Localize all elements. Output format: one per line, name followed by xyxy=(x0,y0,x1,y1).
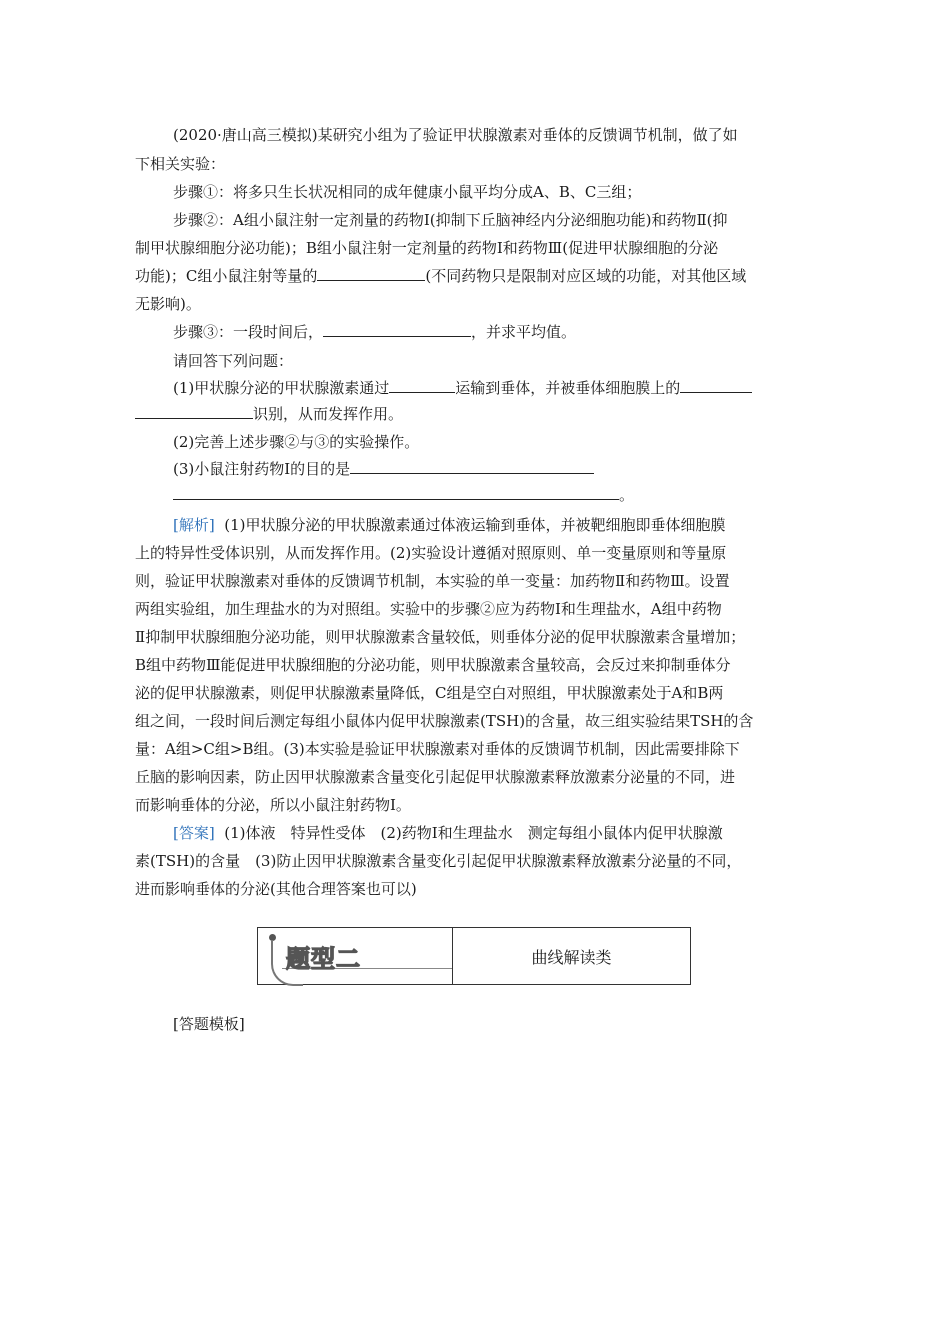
analysis-line-4: 两组实验组，加生理盐水的为对照组。实验中的步骤②应为药物Ⅰ和生理盐水，A组中药物 xyxy=(135,600,722,618)
analysis-line-11: 而影响垂体的分泌，所以小鼠注射药物Ⅰ。 xyxy=(135,796,411,814)
analysis-tag: [解析] xyxy=(173,516,215,534)
analysis-text: (1)甲状腺分泌的甲状腺激素通过体液运输到垂体，并被靶细胞即垂体细胞膜 xyxy=(224,516,726,534)
section-logo-text: 题型二 xyxy=(286,945,361,973)
answer-line-2: 素(TSH)的含量 (3)防止因甲状腺激素含量变化引起促甲状腺激素释放激素分泌量的不同， xyxy=(135,852,742,870)
sub-question-1-text-c: 识别，从而发挥作用。 xyxy=(253,405,404,423)
sub-question-3-text: (3)小鼠注射药物Ⅰ的目的是 xyxy=(173,460,351,478)
question-prompt: 请回答下列问题： xyxy=(173,352,294,370)
analysis-line-2: 上的特异性受体识别，从而发挥作用。(2)实验设计遵循对照原则、单一变量原则和等量原 xyxy=(135,544,727,562)
template-label: [答题模板] xyxy=(173,1015,245,1033)
analysis-line-1 xyxy=(173,515,726,535)
analysis-line-7: 泌的促甲状腺激素，则促甲状腺激素量降低，C组是空白对照组，甲状腺激素处于A和B两 xyxy=(135,684,724,702)
analysis-line-10: 丘脑的影响因素，防止因甲状腺激素含量变化引起促甲状腺激素释放激素分泌量的不同，进 xyxy=(135,768,736,786)
answer-blank[interactable] xyxy=(680,378,752,393)
answer-line-1 xyxy=(173,823,723,843)
question-intro-line-2: 下相关实验： xyxy=(135,155,226,173)
answer-tag: [答案] xyxy=(173,824,215,842)
sub-question-1 xyxy=(173,378,752,398)
answer-blank[interactable] xyxy=(389,378,455,393)
sub-question-3-cont xyxy=(173,485,634,505)
step-2-line-4: 无影响)。 xyxy=(135,295,201,313)
analysis-line-9: 量：A组>C组>B组。(3)本实验是验证甲状腺激素对垂体的反馈调节机制，因此需要排除下 xyxy=(135,740,740,758)
question-intro-line-1: (2020·唐山高三模拟)某研究小组为了验证甲状腺激素对垂体的反馈调节机制，做了如 xyxy=(173,126,738,144)
step-3 xyxy=(173,322,576,342)
sub-question-1-cont xyxy=(135,404,403,424)
sub-question-1-text-a: (1)甲状腺分泌的甲状腺激素通过 xyxy=(173,379,390,397)
answer-text: (1)体液 特异性受体 (2)药物Ⅰ和生理盐水 测定每组小鼠体内促甲状腺激 xyxy=(224,824,723,842)
sub-question-3 xyxy=(173,459,594,479)
answer-blank[interactable] xyxy=(135,404,253,419)
analysis-line-5: Ⅱ抑制甲状腺细胞分泌功能，则甲状腺激素含量较低，则垂体分泌的促甲状腺激素含量增加； xyxy=(135,628,746,646)
step-2-line-3-text-a: 功能)；C组小鼠注射等量的 xyxy=(135,267,318,285)
sub-question-1-text-b: 运输到垂体，并被垂体细胞膜上的 xyxy=(455,379,681,397)
sub-question-2: (2)完善上述步骤②与③的实验操作。 xyxy=(173,433,420,451)
step-3-text-b: ，并求平均值。 xyxy=(471,323,577,341)
analysis-line-8: 组之间，一段时间后测定每组小鼠体内促甲状腺激素(TSH)的含量，故三组实验结果TSH的含 xyxy=(135,712,754,730)
answer-line-3: 进而影响垂体的分泌(其他合理答案也可以) xyxy=(135,880,417,898)
answer-blank[interactable] xyxy=(317,266,425,281)
step-2-line-2: 制甲状腺细胞分泌功能)；B组小鼠注射一定剂量的药物Ⅰ和药物Ⅲ(促进甲状腺细胞的分泌 xyxy=(135,239,719,257)
section-title xyxy=(453,928,690,984)
step-2-line-3 xyxy=(135,266,746,286)
section-banner xyxy=(257,927,691,985)
answer-blank[interactable] xyxy=(323,322,471,337)
analysis-line-3: 则，验证甲状腺激素对垂体的反馈调节机制，本实验的单一变量：加药物Ⅱ和药物Ⅲ。设置 xyxy=(135,572,730,590)
step-3-text-a: 步骤③：一段时间后， xyxy=(173,323,324,341)
analysis-line-6: B组中药物Ⅲ能促进甲状腺细胞的分泌功能，则甲状腺激素含量较高，会反过来抑制垂体分 xyxy=(135,656,731,674)
step-2-line-3-text-b: (不同药物只是限制对应区域的功能，对其他区域 xyxy=(425,267,747,285)
section-logo xyxy=(258,928,453,984)
step-2-line-1: 步骤②：A组小鼠注射一定剂量的药物Ⅰ(抑制下丘脑神经内分泌细胞功能)和药物Ⅱ(抑 xyxy=(173,211,728,229)
section-title-text: 曲线解读类 xyxy=(531,947,612,967)
sub-question-3-end: 。 xyxy=(619,486,635,504)
step-1: 步骤①：将多只生长状况相同的成年健康小鼠平均分成A、B、C三组； xyxy=(173,183,642,201)
answer-blank[interactable] xyxy=(173,485,619,500)
answer-blank[interactable] xyxy=(350,459,594,474)
